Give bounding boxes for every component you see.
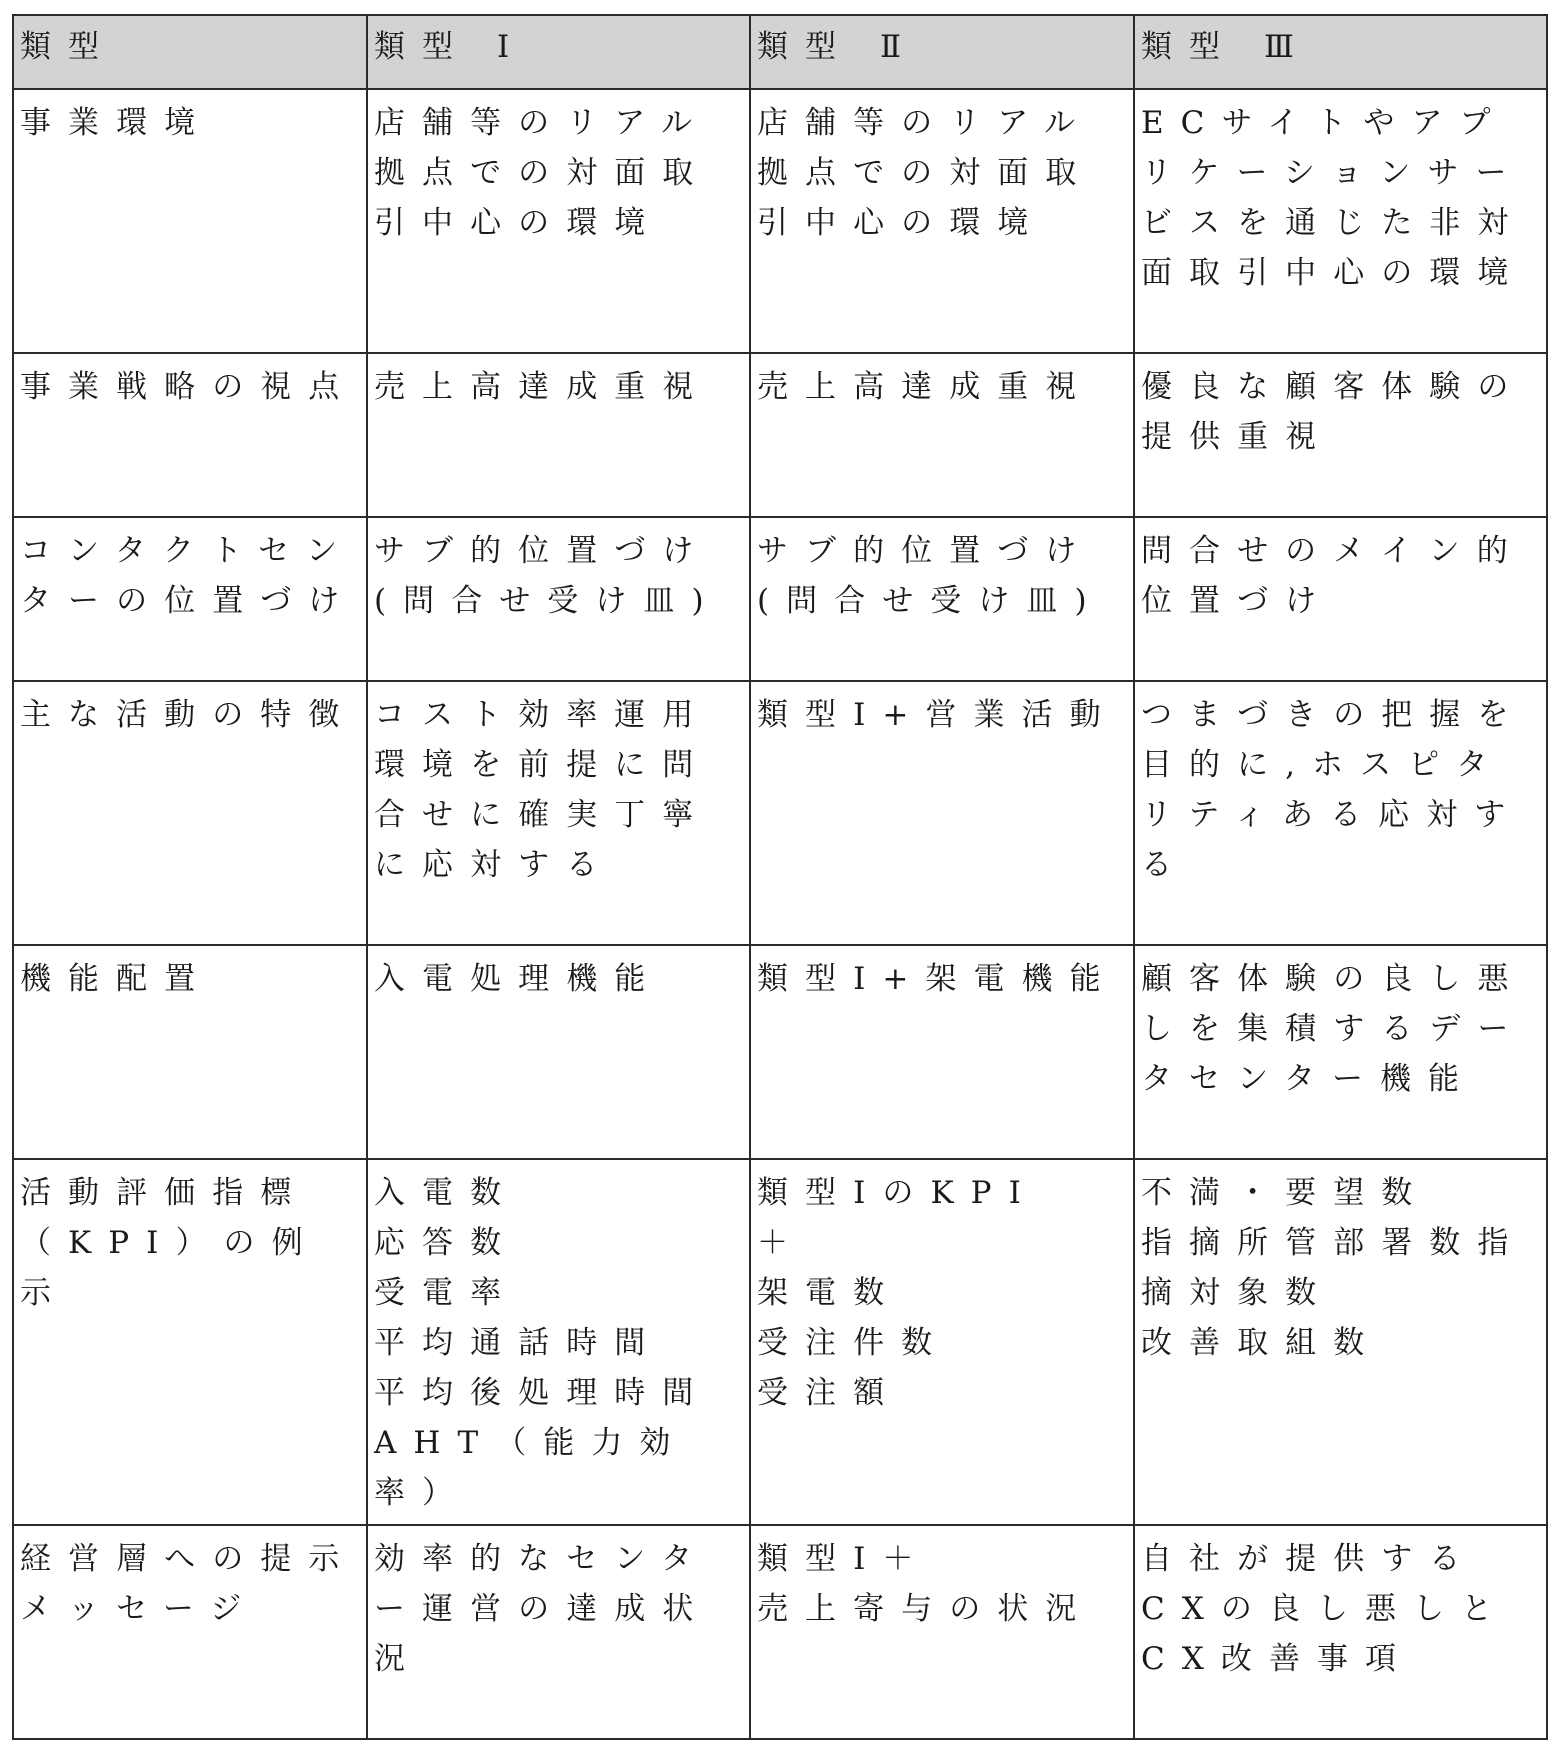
row-label: 主な活動の特徴 [13, 681, 367, 945]
table-row [13, 517, 1547, 681]
table-row [13, 353, 1547, 517]
cell-type-1: 入電数 応答数 受電率 平均通話時間 平均後処理時間 AHT（能力効率） [367, 1159, 750, 1525]
header-cell-type: 類型 [13, 15, 367, 89]
cell-type-1: 売上高達成重視 [367, 353, 750, 517]
cell-type-3: 自社が提供するCXの良し悪しとCX改善事項 [1134, 1525, 1547, 1739]
table-row [13, 1159, 1547, 1525]
cell-type-3: 優良な顧客体験の提供重視 [1134, 353, 1547, 517]
header-cell-type-1: 類型 Ⅰ [367, 15, 750, 89]
row-label: 事業環境 [13, 89, 367, 353]
cell-type-2: 類型Ⅰ＋ 売上寄与の状況 [750, 1525, 1134, 1739]
cell-type-1: 入電処理機能 [367, 945, 750, 1159]
row-label: 活動評価指標（KPI）の例示 [13, 1159, 367, 1525]
cell-type-3: ECサイトやアプリケーションサービスを通じた非対面取引中心の環境 [1134, 89, 1547, 353]
cell-type-2: 売上高達成重視 [750, 353, 1134, 517]
cell-type-3: 問合せのメイン的位置づけ [1134, 517, 1547, 681]
cell-type-1: コスト効率運用環境を前提に問合せに確実丁寧に応対する [367, 681, 750, 945]
table-row [13, 681, 1547, 945]
cell-type-2: 類型Ⅰ+営業活動 [750, 681, 1134, 945]
cell-type-2: 類型ⅠのKPI ＋ 架電数 受注件数 受注額 [750, 1159, 1134, 1525]
cell-type-3: 顧客体験の良し悪しを集積するデータセンター機能 [1134, 945, 1547, 1159]
cell-type-2: サブ的位置づけ(問合せ受け皿) [750, 517, 1134, 681]
row-label: コンタクトセンターの位置づけ [13, 517, 367, 681]
cell-type-3: つまづきの把握を目的に,ホスピタリティある応対する [1134, 681, 1547, 945]
table-row [13, 1525, 1547, 1739]
row-label: 経営層への提示メッセージ [13, 1525, 367, 1739]
table-row [13, 945, 1547, 1159]
header-row [13, 15, 1547, 89]
row-label: 機能配置 [13, 945, 367, 1159]
row-label: 事業戦略の視点 [13, 353, 367, 517]
table-row [13, 89, 1547, 353]
cell-type-1: サブ的位置づけ(問合せ受け皿) [367, 517, 750, 681]
cell-type-2: 店舗等のリアル拠点での対面取引中心の環境 [750, 89, 1134, 353]
header-cell-type-2: 類型 Ⅱ [750, 15, 1134, 89]
cell-type-3: 不満・要望数 指摘所管部署数指摘対象数 改善取組数 [1134, 1159, 1547, 1525]
cell-type-1: 効率的なセンター運営の達成状況 [367, 1525, 750, 1739]
cell-type-1: 店舗等のリアル拠点での対面取引中心の環境 [367, 89, 750, 353]
cell-type-2: 類型Ⅰ+架電機能 [750, 945, 1134, 1159]
contact-center-type-table [12, 14, 1548, 1740]
header-cell-type-3: 類型 Ⅲ [1134, 15, 1547, 89]
